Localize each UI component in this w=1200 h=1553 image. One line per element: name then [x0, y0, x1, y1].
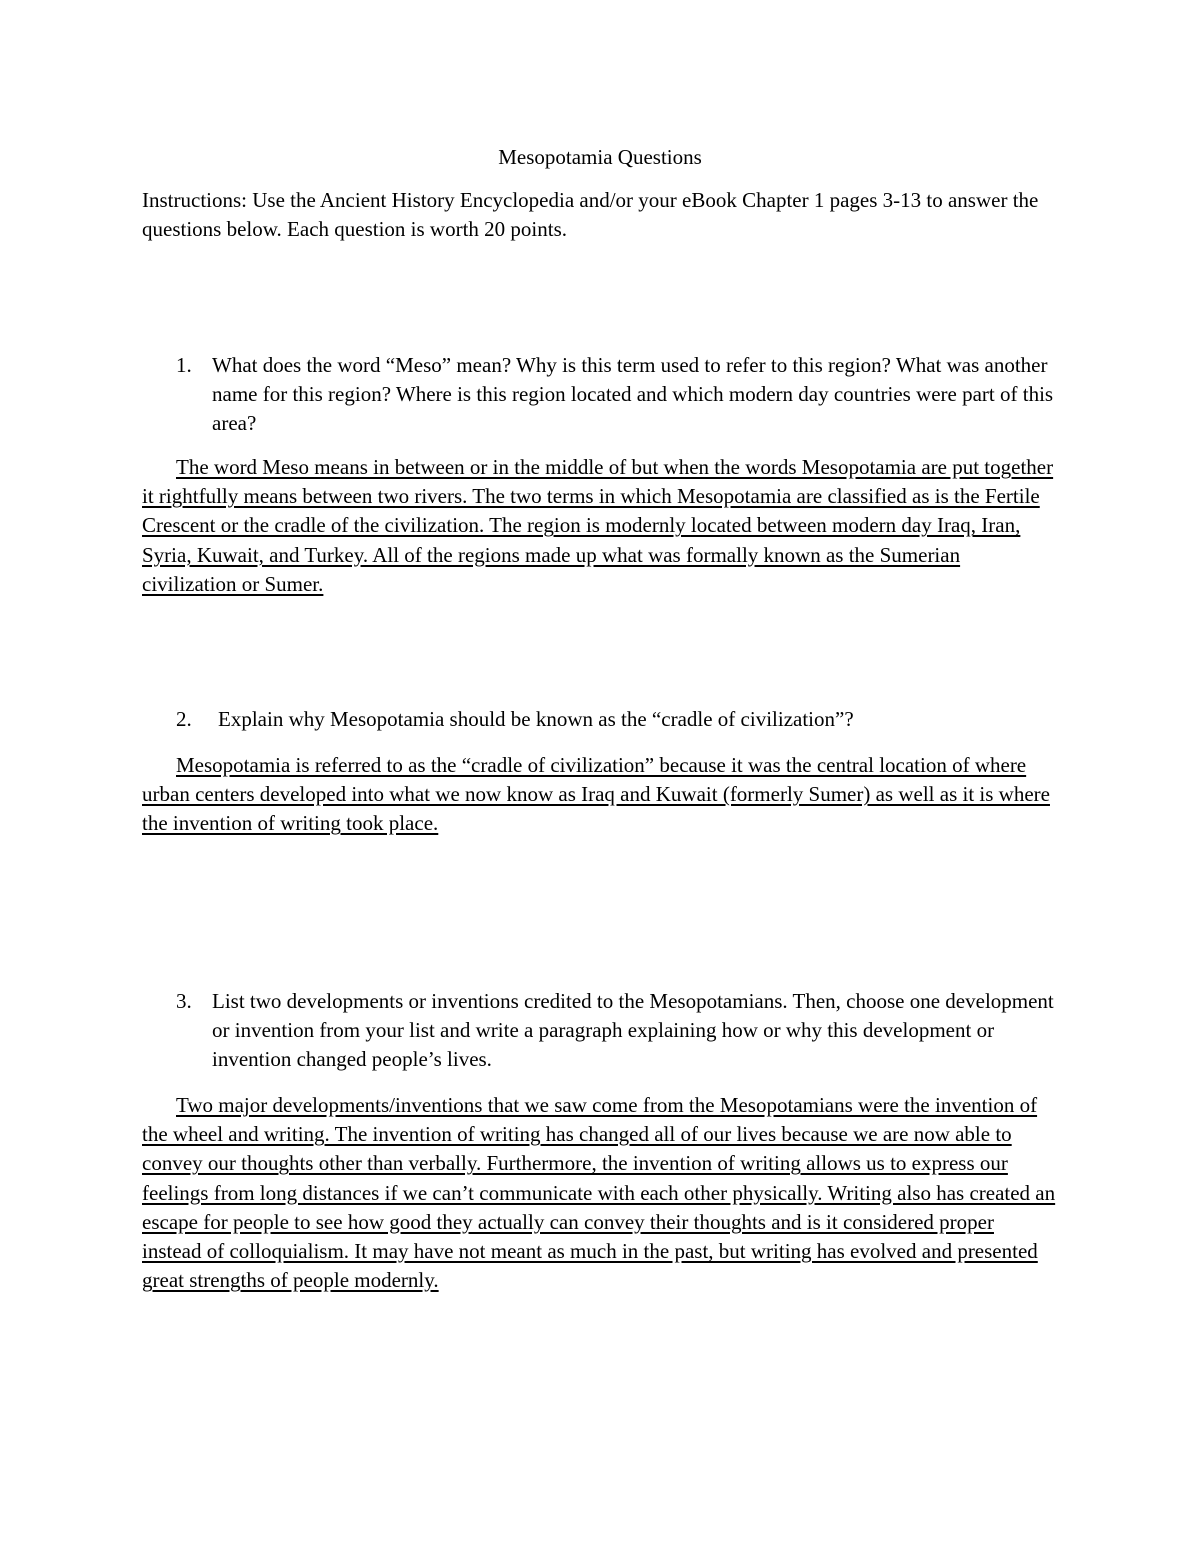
- question-3-number: 3.: [176, 989, 192, 1013]
- question-1: [142, 351, 1062, 438]
- document-title: Mesopotamia Questions: [498, 145, 702, 169]
- question-2-number: 2.: [176, 707, 192, 731]
- question-2: [142, 705, 1062, 734]
- answer-2: Mesopotamia is referred to as the “cradle of civilization” because it was the central location of where urban centers developed into what we now know as Iraq and Kuwait (formerly Sumer) as well as it is where the invention of writing took place.: [142, 753, 1050, 836]
- question-1-number: 1.: [176, 353, 192, 377]
- question-3-text: List two developments or inventions credited to the Mesopotamians. Then, choose one development or invention from your list and write a paragraph explaining how or why this development or invention changed people’s lives.: [212, 989, 1054, 1071]
- answer-3: Two major developments/inventions that we saw come from the Mesopotamians were the invention of the wheel and writing. The invention of writing has changed all of our lives because we are now able to convey our thoughts other than verbally. Furthermore, the invention of writing allows us to express our feelings from long distances if we can’t communicate with each other physically. Writing also has created an escape for people to see how good they actually can convey their thoughts and is it considered proper instead of colloquialism. It may have not meant as much in the past, but writing has evolved and presented great strengths of people modernly.: [142, 1093, 1056, 1293]
- instructions-paragraph: Instructions: Use the Ancient History Encyclopedia and/or your eBook Chapter 1 pages 3-13 to answer the questions below. Each question is worth 20 points.: [142, 188, 1039, 241]
- question-1-text: What does the word “Meso” mean? Why is this term used to refer to this region? What was another name for this region? Where is this region located and which modern day countries were part of this area?: [212, 353, 1054, 435]
- answer-1: The word Meso means in between or in the middle of but when the words Mesopotamia are put together it rightfully means between two rivers. The two terms in which Mesopotamia are classified as is the Fertile Crescent or the cradle of the civilization. The region is modernly located between modern day Iraq, Iran, Syria, Kuwait, and Turkey. All of the regions made up what was formally known as the Sumerian civilization or Sumer.: [142, 455, 1054, 596]
- question-2-text: Explain why Mesopotamia should be known as the “cradle of civilization”?: [218, 707, 854, 731]
- question-3: [142, 987, 1062, 1074]
